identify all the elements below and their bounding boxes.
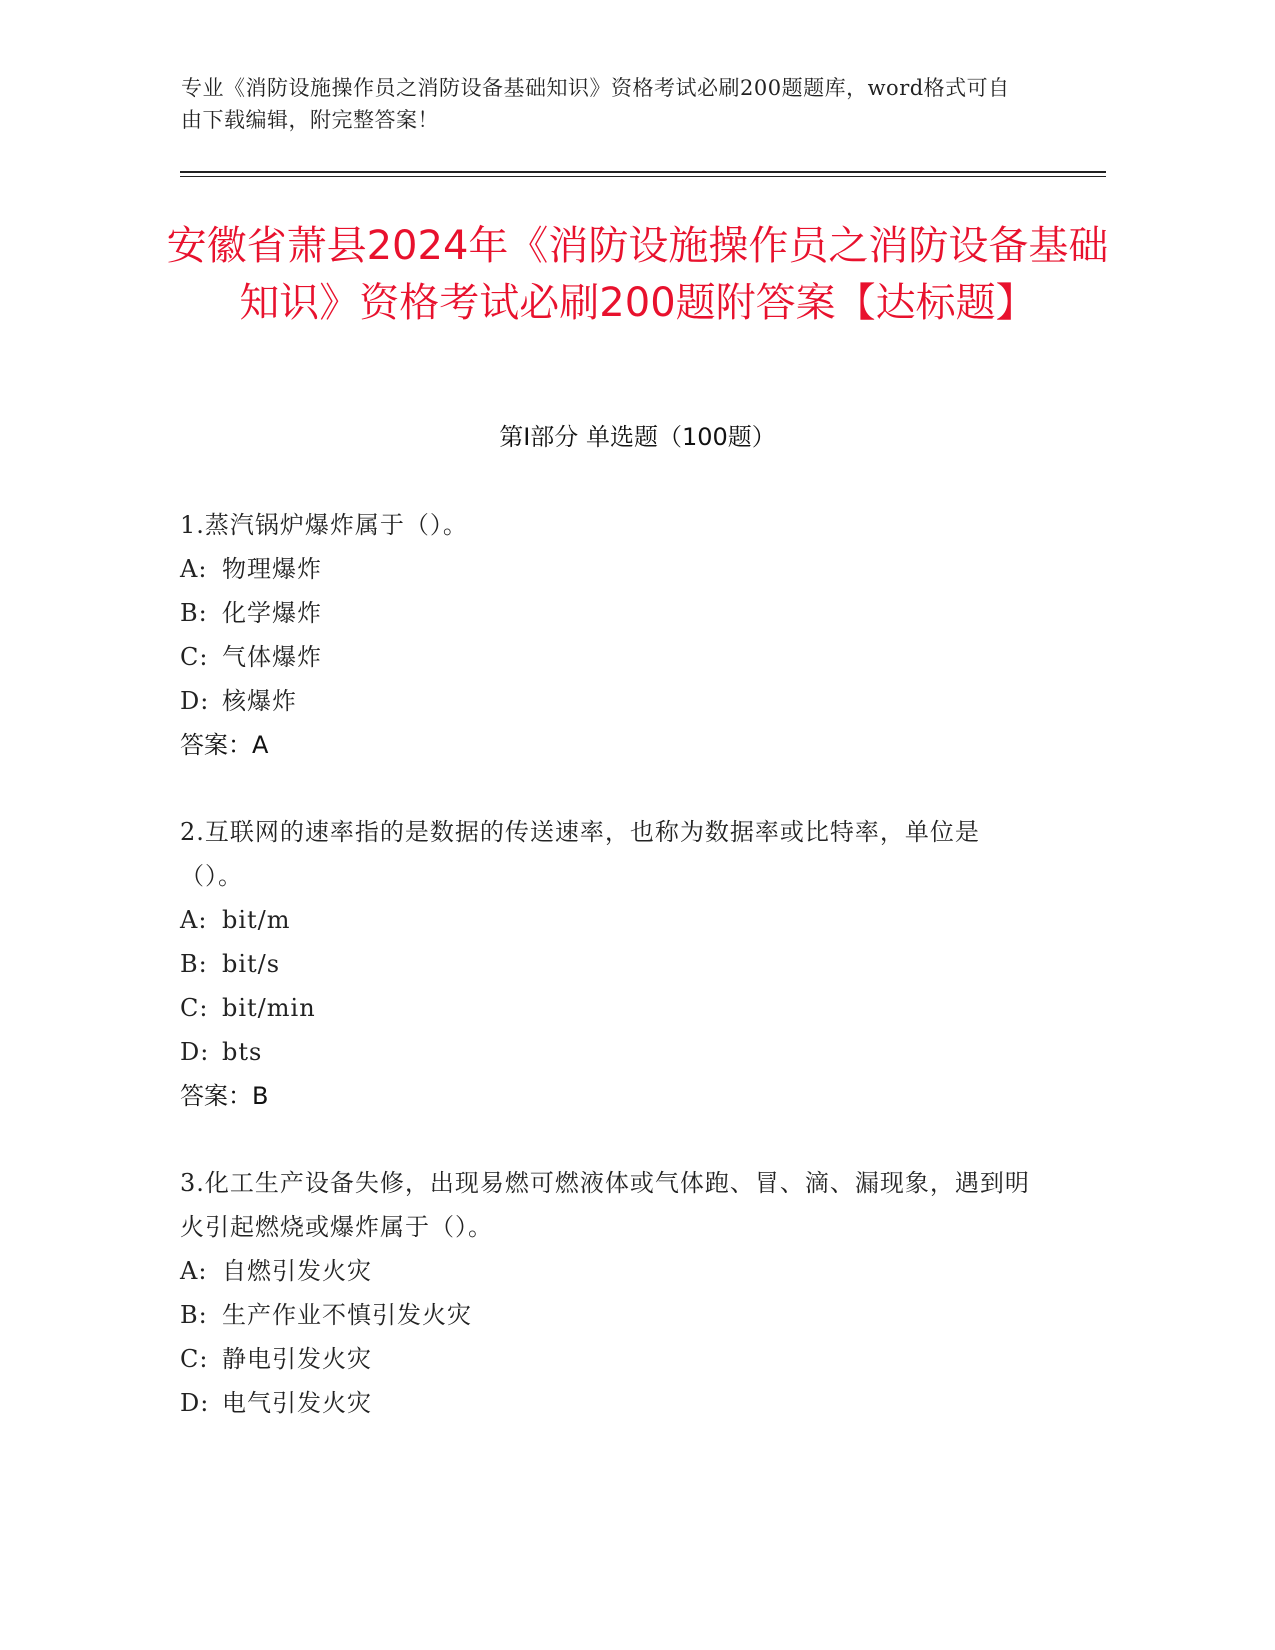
option-key: B: bbox=[180, 950, 208, 978]
question-3 bbox=[180, 1161, 1040, 1425]
header-note: 专业《消防设施操作员之消防设备基础知识》资格考试必刷200题题库，word格式可自由下载编辑，附完整答案！ bbox=[181, 76, 1010, 132]
option-a bbox=[180, 547, 1040, 591]
option-a bbox=[180, 898, 1040, 942]
option-text: 核爆炸 bbox=[222, 687, 297, 715]
option-text: 电气引发火灾 bbox=[222, 1389, 372, 1417]
option-key: C: bbox=[180, 643, 209, 671]
option-c bbox=[180, 1337, 1040, 1381]
option-text: 静电引发火灾 bbox=[222, 1345, 372, 1373]
option-d bbox=[180, 679, 1040, 723]
option-text: bts bbox=[222, 1038, 263, 1066]
option-key: A: bbox=[180, 1257, 208, 1285]
header-rule-thin bbox=[180, 176, 1106, 177]
option-text: bit/min bbox=[222, 994, 316, 1022]
question-list bbox=[180, 503, 1040, 1468]
option-key: C: bbox=[180, 994, 209, 1022]
option-key: A: bbox=[180, 555, 208, 583]
option-text: 气体爆炸 bbox=[222, 643, 322, 671]
answer-line: 答案：A bbox=[180, 731, 269, 759]
option-key: A: bbox=[180, 906, 208, 934]
option-d bbox=[180, 1381, 1040, 1425]
option-c bbox=[180, 635, 1040, 679]
question-stem: 1.蒸汽锅炉爆炸属于（）。 bbox=[180, 511, 468, 539]
option-key: B: bbox=[180, 599, 208, 627]
question-1 bbox=[180, 503, 1040, 767]
option-text: 化学爆炸 bbox=[222, 599, 322, 627]
option-text: bit/m bbox=[222, 906, 291, 934]
document-title: 安徽省萧县2024年《消防设施操作员之消防设备基础知识》资格考试必刷200题附答案【达标题】 bbox=[166, 223, 1109, 326]
option-key: C: bbox=[180, 1345, 209, 1373]
question-2 bbox=[180, 810, 1040, 1118]
option-b bbox=[180, 1293, 1040, 1337]
question-stem: 3.化工生产设备失修，出现易燃可燃液体或气体跑、冒、滴、漏现象，遇到明火引起燃烧或爆炸属于（）。 bbox=[180, 1169, 1030, 1241]
header-rule-thick bbox=[180, 171, 1106, 173]
option-b bbox=[180, 942, 1040, 986]
option-b bbox=[180, 591, 1040, 635]
option-key: D: bbox=[180, 1038, 210, 1066]
option-d bbox=[180, 1030, 1040, 1074]
section-heading: 第Ⅰ部分 单选题（100题） bbox=[499, 423, 776, 451]
answer-line: 答案：B bbox=[180, 1082, 269, 1110]
option-text: 生产作业不慎引发火灾 bbox=[222, 1301, 472, 1329]
option-key: D: bbox=[180, 1389, 210, 1417]
option-text: 物理爆炸 bbox=[222, 555, 322, 583]
option-text: 自燃引发火灾 bbox=[222, 1257, 372, 1285]
option-a bbox=[180, 1249, 1040, 1293]
option-key: B: bbox=[180, 1301, 208, 1329]
question-stem: 2.互联网的速率指的是数据的传送速率，也称为数据率或比特率，单位是（）。 bbox=[180, 818, 980, 890]
option-key: D: bbox=[180, 687, 210, 715]
option-c bbox=[180, 986, 1040, 1030]
option-text: bit/s bbox=[222, 950, 281, 978]
